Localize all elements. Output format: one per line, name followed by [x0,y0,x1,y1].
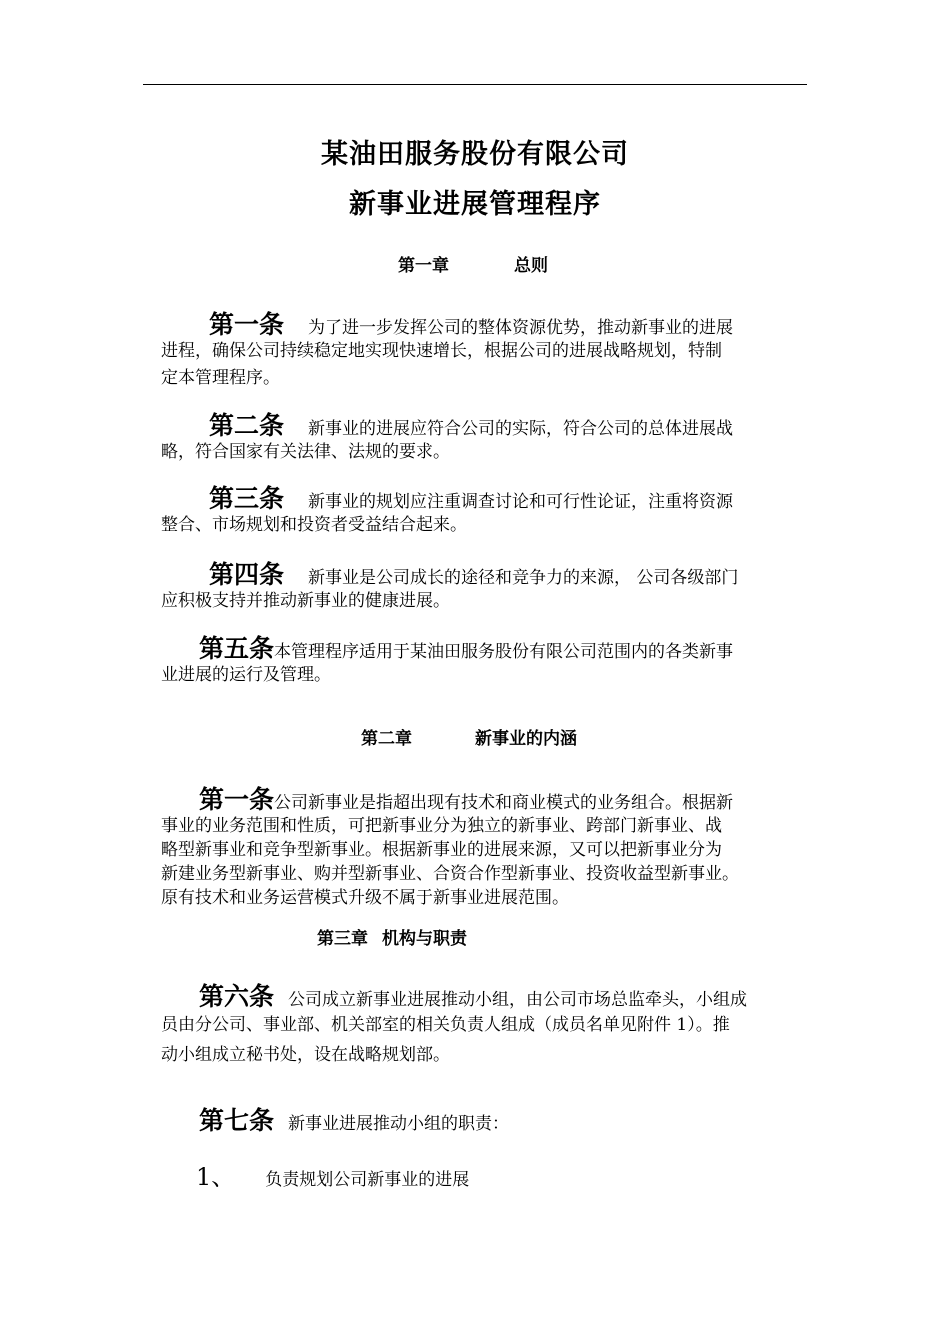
article-text: 定本管理程序。 [161,368,280,388]
article-text: 为了进一步发挥公司的整体资源优势，推动新事业的进展 [308,318,734,338]
chapter-1-number: 第一章 [398,256,449,276]
list-item [196,1157,469,1192]
company-title: 某油田服务股份有限公司 [321,139,629,170]
article-heading: 第五条 [199,634,275,663]
article-text: 原有技术和业务运营模式升级不属于新事业进展范围。 [161,888,569,908]
chapter-2-name: 新事业的内涵 [475,729,577,749]
article-text: 新事业是公司成长的途径和竞争力的来源， 公司各级部门 [308,568,739,588]
article-text: 公司成立新事业进展推动小组，由公司市场总监牵头，小组成 [288,990,748,1010]
article [161,983,813,1070]
chapter-1-name: 总则 [514,256,548,276]
article-text: 新事业进展推动小组的职责： [288,1114,510,1134]
article-text: 动小组成立秘书处，设在战略规划部。 [161,1045,450,1065]
article-text: 本管理程序适用于某油田服务股份有限公司范围内的各类新事 [274,642,734,662]
article [161,561,813,615]
article [161,635,813,689]
chapter-3-name: 机构与职责 [382,929,467,949]
article-text: 整合、市场规划和投资者受益结合起来。 [161,515,467,535]
article-heading: 第四条 [209,560,285,589]
article [161,485,813,539]
article-heading: 第三条 [209,484,285,513]
chapter-3-number: 第三章 [317,929,368,949]
document-title: 新事业进展管理程序 [349,189,601,220]
article-text: 进程，确保公司持续稳定地实现快速增长，根据公司的进展战略规划，特制 [161,341,722,361]
article-text: 新建业务型新事业、购并型新事业、合资合作型新事业、投资收益型新事业。 [161,864,739,884]
article [161,1107,813,1134]
article-heading: 第一条 [199,785,275,814]
article-text: 员由分公司、事业部、机关部室的相关负责人组成（成员名单见附件 1）。推 [161,1015,730,1035]
article-text: 业进展的运行及管理。 [161,665,331,685]
article-text: 事业的业务范围和性质，可把新事业分为独立的新事业、跨部门新事业、战 [161,816,722,836]
article [161,786,813,909]
article [161,311,813,392]
article-text: 略型新事业和竞争型新事业。根据新事业的进展来源，又可以把新事业分为 [161,840,722,860]
article-text: 应积极支持并推动新事业的健康进展。 [161,591,450,611]
article-heading: 第六条 [199,982,275,1011]
article-text: 略，符合国家有关法律、法规的要求。 [161,442,450,462]
list-item-text: 负责规划公司新事业的进展 [265,1170,470,1190]
header-rule [143,84,807,85]
chapter-2-number: 第二章 [361,729,412,749]
article [161,412,813,466]
article-text: 公司新事业是指超出现有技术和商业模式的业务组合。根据新 [274,793,734,813]
article-heading: 第二条 [209,411,285,440]
article-heading: 第一条 [209,310,285,339]
list-item-number: 1、 [196,1163,236,1191]
article-text: 新事业的进展应符合公司的实际，符合公司的总体进展战 [308,419,734,439]
article-text: 新事业的规划应注重调查讨论和可行性论证，注重将资源 [308,492,734,512]
article-heading: 第七条 [199,1106,275,1135]
